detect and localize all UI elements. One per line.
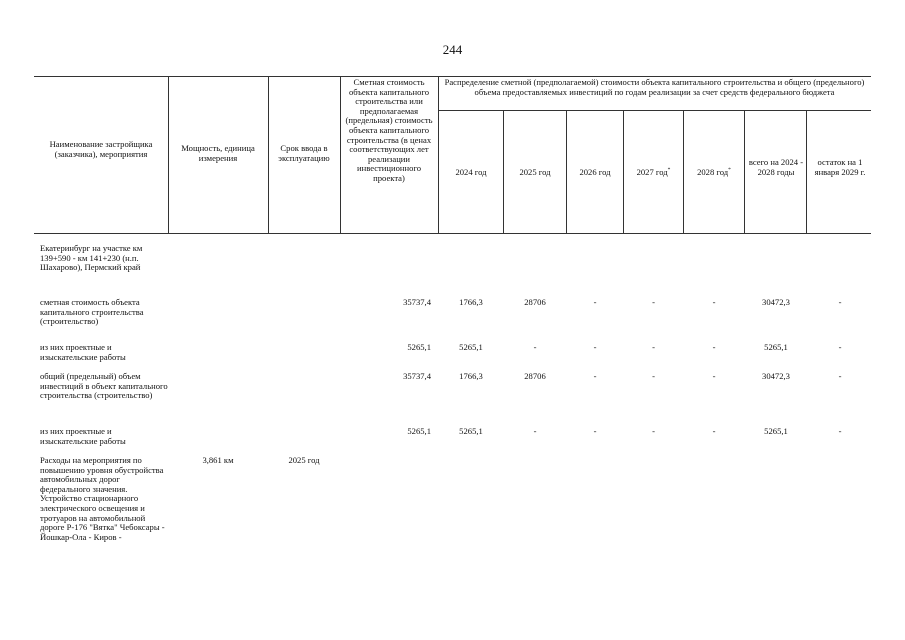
row-value: -: [712, 297, 716, 307]
header-rest: остаток на 1 января 2029 г.: [814, 157, 866, 177]
row-value: -: [712, 371, 716, 381]
row-term: 2025 год: [288, 455, 320, 465]
row-estimate: 5265,1: [407, 342, 431, 352]
header-term: Срок ввода в эксплуатацию: [278, 143, 330, 163]
col-divider: [683, 110, 684, 233]
header-estimate: Сметная стоимость объекта капитального строительства или предполагаемая (предельная) стоимость объекта капитального строительства (в ценах соответствующих лет реализации инвестиционного проекта): [345, 77, 433, 183]
row-value: -: [838, 371, 842, 381]
header-bottom-rule: [34, 233, 871, 234]
row-value: -: [712, 342, 716, 352]
col-divider: [340, 76, 341, 233]
header-2027: 2027 год*: [636, 167, 671, 177]
row-value: -: [652, 342, 655, 352]
row-name: сметная стоимость объекта капитального строительства (строительство): [40, 297, 144, 327]
row-value: -: [652, 371, 655, 381]
row-value: 1766,3: [459, 371, 483, 381]
row-value: -: [533, 426, 537, 436]
row-value: 1766,3: [459, 297, 483, 307]
row-value: -: [533, 342, 537, 352]
row-value: 30472,3: [762, 371, 790, 381]
header-2025: 2025 год: [519, 167, 551, 177]
row-value: 5265,1: [764, 426, 788, 436]
header-2024: 2024 год: [455, 167, 487, 177]
header-2028: 2028 год*: [697, 167, 731, 177]
col-divider: [566, 110, 567, 233]
row-name: из них проектные и изыскательские работы: [40, 342, 126, 362]
row-value: -: [838, 342, 842, 352]
row-value: -: [838, 297, 842, 307]
row-value: -: [593, 342, 597, 352]
row-value: 30472,3: [762, 297, 790, 307]
header-name: Наименование застройщика (заказчика), мероприятия: [49, 139, 153, 159]
row-value: -: [652, 297, 655, 307]
header-capacity: Мощность, единица измерения: [181, 143, 255, 163]
row-name: Екатеринбург на участке км 139+590 - км 141+230 (н.п. Шахарово), Пермский край: [40, 243, 143, 273]
page-number: 244: [442, 42, 463, 57]
col-divider: [623, 110, 624, 233]
col-divider: [503, 110, 504, 233]
header-2026: 2026 год: [579, 167, 611, 177]
header-total: всего на 2024 - 2028 годы: [748, 157, 804, 177]
row-value: -: [593, 371, 597, 381]
row-value: 28706: [524, 371, 546, 381]
row-estimate: 35737,4: [403, 371, 431, 381]
row-estimate: 35737,4: [403, 297, 431, 307]
row-name: из них проектные и изыскательские работы: [40, 426, 126, 446]
row-name: общий (предельный) объем инвестиций в объект капитального строительства (строительство): [40, 371, 168, 401]
col-divider: [268, 76, 269, 233]
row-value: -: [593, 426, 597, 436]
row-value: 5265,1: [764, 342, 788, 352]
row-value: -: [712, 426, 716, 436]
col-divider: [438, 76, 439, 233]
row-value: 28706: [524, 297, 546, 307]
col-divider: [806, 110, 807, 233]
row-value: -: [652, 426, 655, 436]
col-divider: [744, 110, 745, 233]
row-value: 5265,1: [459, 342, 483, 352]
row-value: -: [838, 426, 842, 436]
row-capacity: 3,861 км: [202, 455, 234, 465]
row-value: 5265,1: [459, 426, 483, 436]
row-name: Расходы на мероприятия по повышению уровня обустройства автомобильных дорог федерального значения. Устройство стационарного электрического освещения и тротуаров на автомобильной дороге Р-176 "Вятка" Чебоксары - Йошкар-Ола - Киров -: [40, 455, 165, 542]
col-divider: [168, 76, 169, 233]
row-estimate: 5265,1: [407, 426, 431, 436]
row-value: -: [593, 297, 597, 307]
header-distribution: Распределение сметной (предполагаемой) стоимости объекта капитального строительства и общего (предельного) объема предоставляемых инвестиций по годам реализации за счет средств федерального бюджета: [444, 77, 865, 97]
